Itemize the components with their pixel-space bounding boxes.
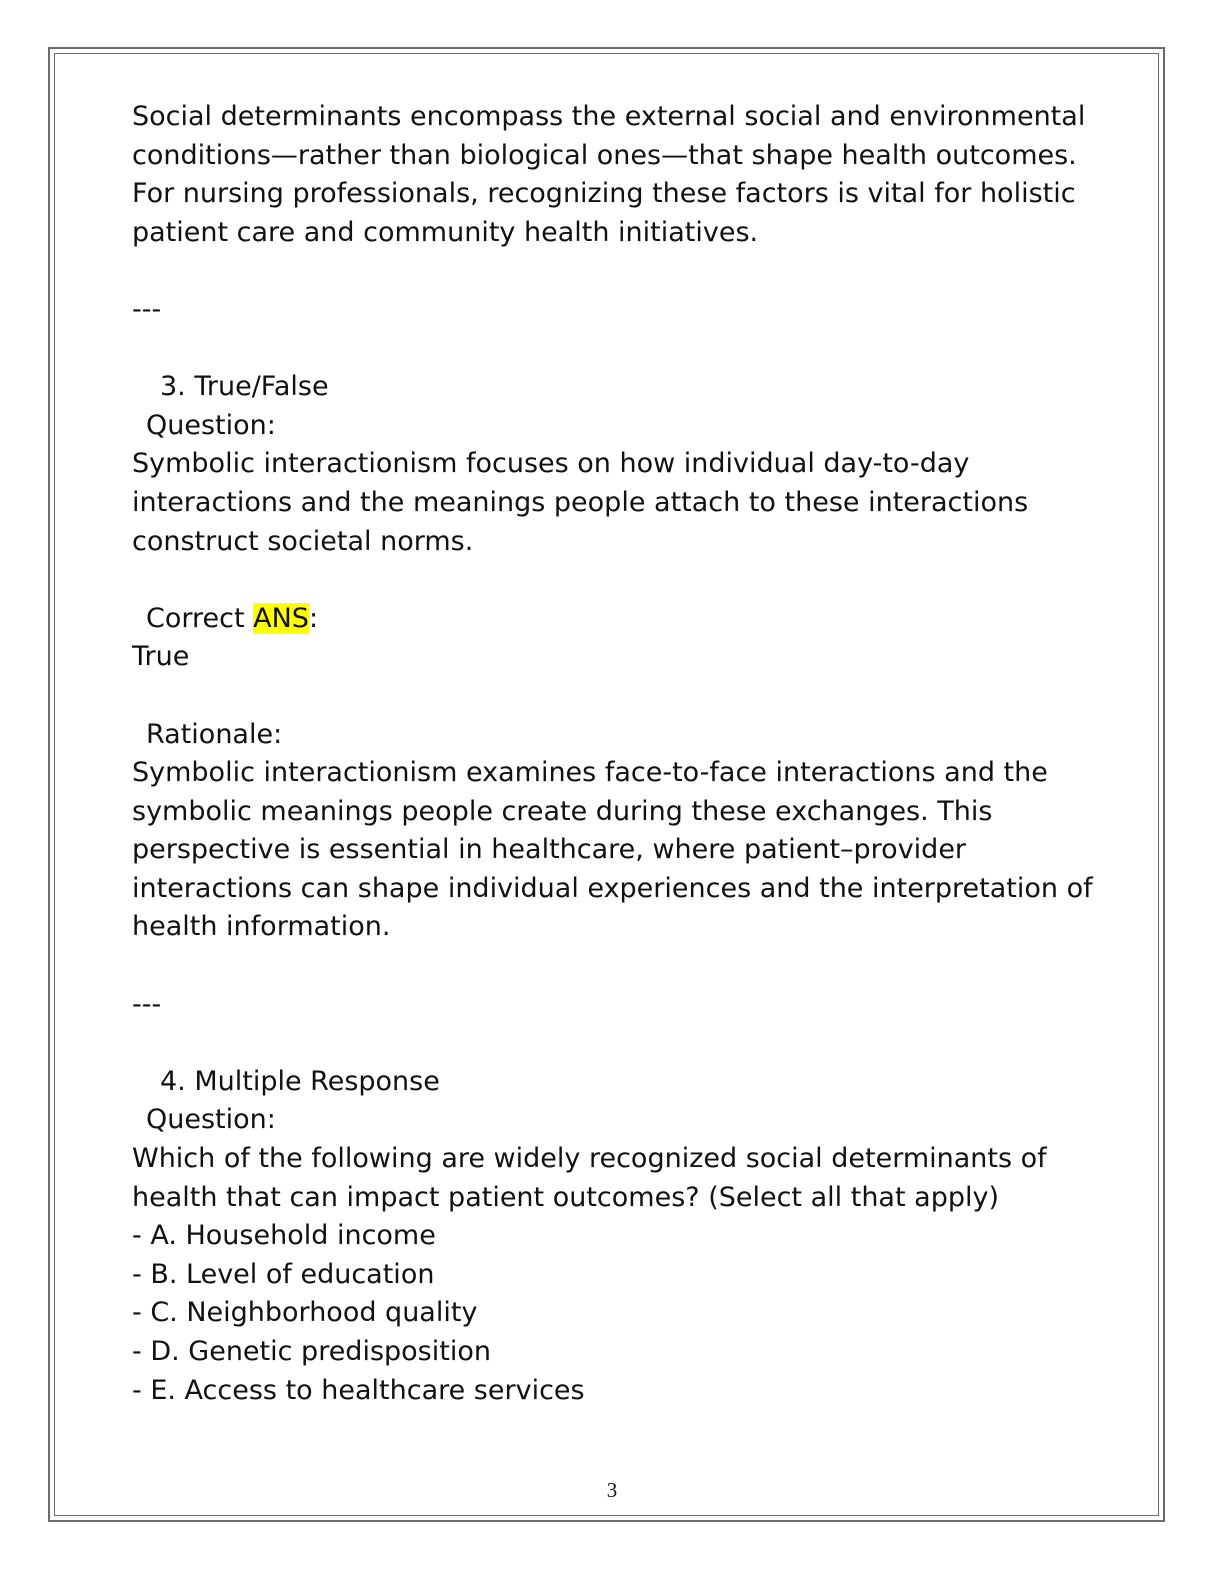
q4-option-b: - B. Level of education (132, 1258, 435, 1290)
blank-line (132, 947, 1092, 986)
q4-question-label: Question: (146, 1104, 276, 1136)
q4-heading: 4. Multiple Response (160, 1065, 440, 1097)
blank-line (132, 561, 1092, 600)
q3-rationale-line: Symbolic interactionism examines face-to-face interactions and the (132, 757, 1048, 789)
q3-question-line: construct societal norms. (132, 525, 474, 557)
q3-rationale-line: interactions can shape individual experiences and the interpretation of (132, 872, 1093, 904)
q3-heading: 3. True/False (160, 371, 329, 403)
q3-answer-label (132, 600, 1092, 639)
answer-label-suffix: : (308, 602, 319, 634)
blank-line (132, 330, 1092, 369)
blank-line (132, 1024, 1092, 1063)
answer-label-prefix: Correct (146, 602, 254, 634)
q3-question-line: Symbolic interactionism focuses on how individual day-to-day (132, 448, 970, 480)
q4-question-line: health that can impact patient outcomes? (Select all that apply) (132, 1181, 999, 1213)
q4-question-line: Which of the following are widely recognized social determinants of (132, 1143, 1047, 1175)
q4-option-d: - D. Genetic predisposition (132, 1336, 491, 1367)
separator: --- (132, 988, 162, 1020)
q4-option-a: - A. Household income (132, 1220, 436, 1252)
answer-highlight: ANS (253, 602, 309, 634)
intro-line: Social determinants encompass the external social and environmental (132, 101, 1086, 132)
q3-rationale-line: perspective is essential in healthcare, where patient–provider (132, 834, 967, 866)
q4-option-e: - E. Access to healthcare services (132, 1374, 585, 1406)
q3-question-line: interactions and the meanings people attach to these interactions (132, 486, 1029, 518)
q3-rationale-line: health information. (132, 911, 391, 943)
q4-option-c: - C. Neighborhood quality (132, 1297, 478, 1329)
q3-answer: True (132, 641, 190, 673)
separator: --- (132, 293, 162, 325)
intro-line: For nursing professionals, recognizing these factors is vital for holistic (132, 178, 1076, 210)
intro-line: conditions—rather than biological ones—that shape health outcomes. (132, 139, 1077, 171)
page-number: 3 (606, 1478, 618, 1502)
q3-rationale-label: Rationale: (146, 718, 283, 750)
blank-line (132, 677, 1092, 716)
blank-line (132, 252, 1092, 291)
intro-line: patient care and community health initiatives. (132, 216, 759, 248)
document-body (132, 98, 1092, 1410)
q3-rationale-line: symbolic meanings people create during these exchanges. This (132, 795, 993, 827)
q3-question-label: Question: (146, 409, 276, 441)
